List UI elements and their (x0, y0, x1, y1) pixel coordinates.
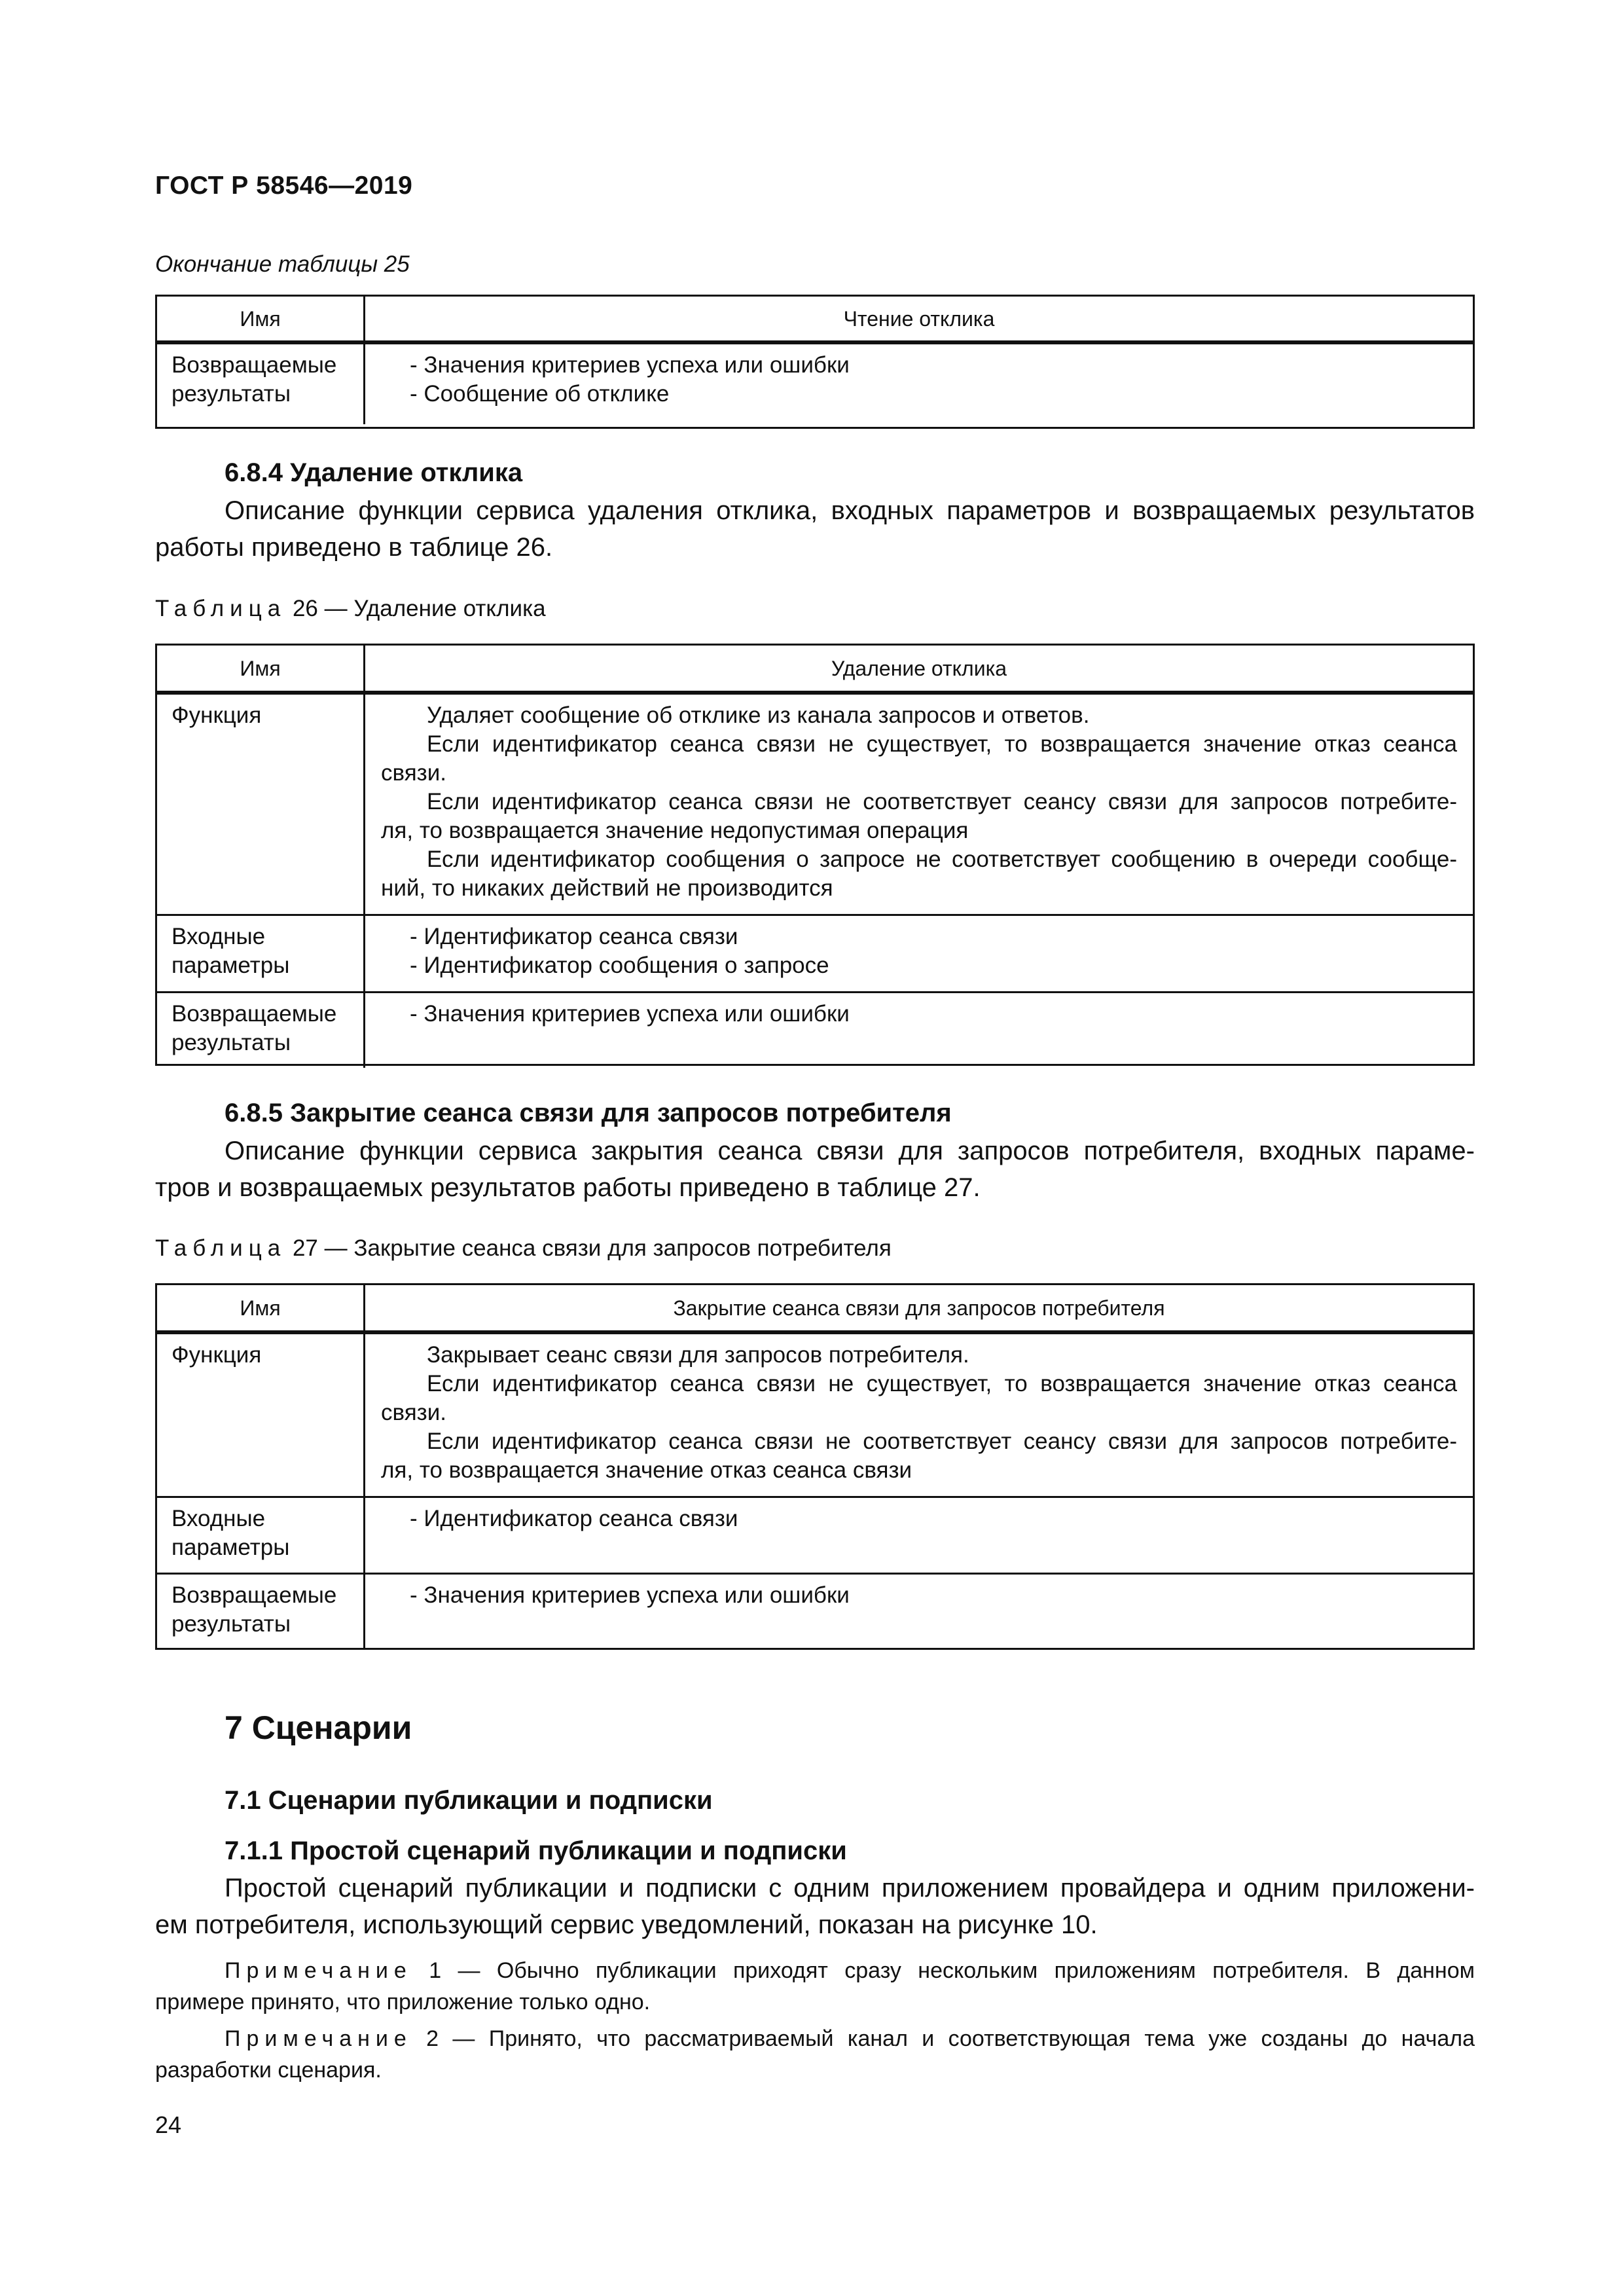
cell-line: Если идентификатор сеанса связи не соответствует сеансу связи для запросов потребите- (427, 789, 1457, 814)
note-line (155, 1955, 1475, 1986)
cell-line: ний, то никаких действий не производится (381, 875, 833, 901)
row-label-line: Входные (171, 924, 266, 949)
table-row (157, 693, 1473, 914)
row-content (365, 916, 1473, 991)
table-row (157, 1496, 1473, 1573)
cell-line: Если идентификатор сеанса связи не существует, то возвращается значение отказ сеанса (427, 731, 1457, 757)
caption-label: Таблица (155, 596, 287, 621)
row-label: Функция (157, 695, 365, 914)
row-content (365, 1334, 1473, 1496)
row-label-line: результаты (171, 1611, 291, 1637)
note-line: примере принято, что приложение только одно. (155, 1990, 651, 2014)
row-label-line: параметры (171, 1535, 290, 1560)
caption-text: 27 — Закрытие сеанса связи для запросов потребителя (292, 1235, 892, 1261)
list-item: - Идентификатор сеанса связи (410, 924, 738, 949)
table-header-value: Чтение отклика (843, 306, 995, 331)
section-title-7-1-1: 7.1.1 Простой сценарий публикации и подписки (225, 1836, 847, 1865)
cell-line: Закрывает сеанс связи для запросов потребителя. (427, 1342, 969, 1368)
cell-line: ля, то возвращается значение отказ сеанса связи (381, 1457, 912, 1483)
cell-line: Удаляет сообщение об отклике из канала запросов и ответов. (427, 702, 1090, 728)
list-item: - Значения критериев успеха или ошибки (410, 1001, 850, 1027)
row-label-line: параметры (171, 953, 290, 978)
paragraph-line: Простой сценарий публикации и подписки с одним приложением провайдера и одним приложени- (225, 1874, 1475, 1903)
row-label: Функция (157, 1334, 365, 1496)
list-item: - Значения критериев успеха или ошибки (410, 1582, 850, 1608)
row-label (157, 1575, 365, 1648)
note-1 (155, 1955, 1475, 2018)
caption-label: Таблица (155, 1235, 287, 1261)
table-header-name: Имя (157, 1285, 365, 1330)
note-label: Примечание (225, 2026, 412, 2051)
table26-caption (155, 596, 546, 622)
cell-line: связи. (381, 760, 446, 786)
table25-caption: Окончание таблицы 25 (155, 251, 410, 277)
cell-line: связи. (381, 1400, 446, 1425)
document-header: ГОСТ Р 58546—2019 (155, 172, 413, 200)
row-label-line: Возвращаемые (171, 352, 337, 378)
table-header-row (157, 297, 1473, 342)
list-item: - Идентификатор сообщения о запросе (410, 953, 829, 978)
list-item: - Сообщение об отклике (410, 381, 670, 407)
row-label-line: Возвращаемые (171, 1582, 337, 1608)
row-label (157, 1498, 365, 1573)
row-content (365, 1575, 1473, 1648)
caption-text: 26 — Удаление отклика (292, 596, 546, 621)
table27-caption (155, 1235, 892, 1262)
note-line: разработки сценария. (155, 2058, 382, 2083)
table-row (157, 1332, 1473, 1496)
row-label (157, 916, 365, 991)
paragraph-line: Описание функции сервиса удаления отклика, входных параметров и возвращаемых результатов (225, 496, 1475, 525)
paragraph-line: Описание функции сервиса закрытия сеанса связи для запросов потребителя, входных параме- (225, 1137, 1475, 1165)
note-label: Примечание (225, 1958, 412, 1983)
table-header-row (157, 1285, 1473, 1332)
row-content (365, 695, 1473, 914)
row-label (157, 993, 365, 1068)
paragraph-6-8-5 (155, 1133, 1475, 1206)
table-header-value: Закрытие сеанса связи для запросов потребителя (673, 1296, 1165, 1320)
note-text: 2 — Принято, что рассматриваемый канал и соответствующая тема уже созданы до начала (426, 2026, 1475, 2051)
row-label-line: Входные (171, 1506, 266, 1531)
table-header-name: Имя (157, 297, 365, 340)
paragraph-6-8-4 (155, 492, 1475, 566)
paragraph-line: тров и возвращаемых результатов работы приведено в таблице 27. (155, 1173, 981, 1202)
row-label-line: результаты (171, 1030, 291, 1055)
cell-line: Если идентификатор сеанса связи не существует, то возвращается значение отказ сеанса (427, 1371, 1457, 1396)
note-line (155, 2023, 1475, 2054)
paragraph-line: работы приведено в таблице 26. (155, 533, 553, 562)
table26 (155, 644, 1475, 1066)
row-label (157, 344, 365, 424)
table27 (155, 1283, 1475, 1650)
table-header-name: Имя (157, 646, 365, 691)
cell-line: Если идентификатор сеанса связи не соответствует сеансу связи для запросов потребите- (427, 1429, 1457, 1454)
note-text: 1 — Обычно публикации приходят сразу нескольким приложениям потребителя. В данном (429, 1958, 1475, 1983)
cell-line: Если идентификатор сообщения о запросе не соответствует сообщению в очереди сообще- (427, 847, 1457, 872)
row-label-line: результаты (171, 381, 291, 407)
row-content (365, 344, 1473, 424)
table-row (157, 914, 1473, 991)
list-item: - Идентификатор сеанса связи (410, 1506, 738, 1531)
section-title-7-1: 7.1 Сценарии публикации и подписки (225, 1786, 713, 1815)
row-content (365, 1498, 1473, 1573)
row-label-line: Возвращаемые (171, 1001, 337, 1027)
note-2 (155, 2023, 1475, 2086)
list-item: - Значения критериев успеха или ошибки (410, 352, 850, 378)
chapter-title-7: 7 Сценарии (225, 1709, 412, 1746)
cell-line: ля, то возвращается значение недопустимая операция (381, 818, 969, 843)
table-header-value: Удаление отклика (831, 656, 1007, 680)
table25 (155, 295, 1475, 429)
table-header-row (157, 646, 1473, 693)
section-title-6-8-4: 6.8.4 Удаление отклика (225, 458, 523, 487)
page-number: 24 (155, 2111, 182, 2138)
table-row (157, 1573, 1473, 1648)
row-content (365, 993, 1473, 1068)
table-row (157, 342, 1473, 424)
section-title-6-8-5: 6.8.5 Закрытие сеанса связи для запросов потребителя (225, 1099, 952, 1127)
table-row (157, 991, 1473, 1068)
paragraph-line: ем потребителя, использующий сервис уведомлений, показан на рисунке 10. (155, 1910, 1098, 1939)
paragraph-7-1-1 (155, 1870, 1475, 1943)
